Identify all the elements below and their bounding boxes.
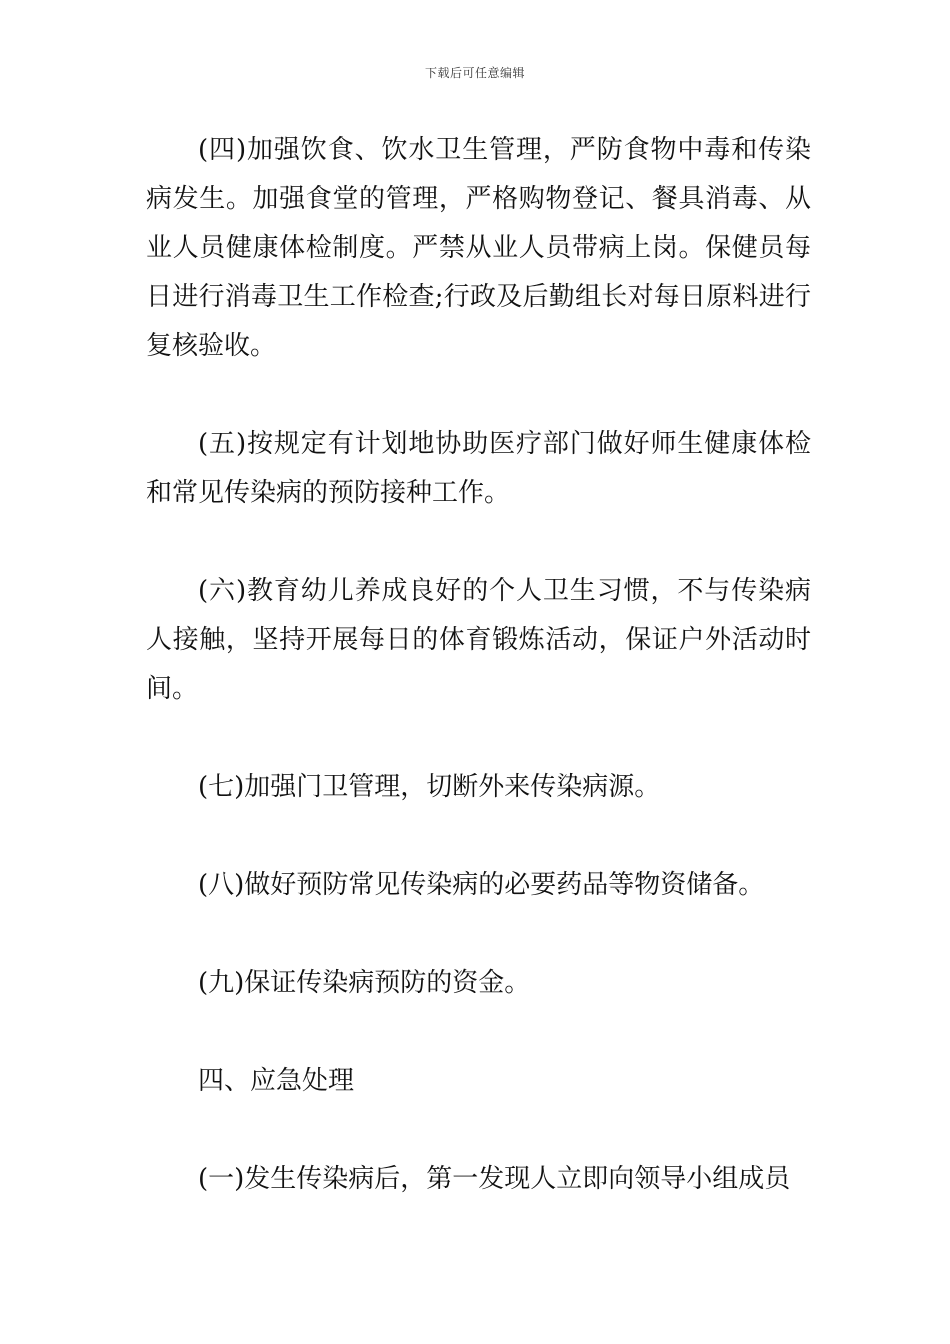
paragraph-spacer	[146, 1106, 811, 1155]
paragraph-spacer	[146, 518, 811, 567]
paragraph-spacer	[146, 714, 811, 763]
paragraph-spacer	[146, 910, 811, 959]
paragraph-4-food-hygiene: (四)加强饮食、饮水卫生管理，严防食物中毒和传染病发生。加强食堂的管理，严格购物登记、餐具消毒、从业人员健康体检制度。严禁从业人员带病上岗。保健员每日进行消毒卫生工作检查;行政及后勤组长对每日原料进行复核验收。	[146, 135, 811, 361]
paragraph-9-funding: (九)保证传染病预防的资金。	[198, 968, 531, 998]
paragraph-5-health-checks: (五)按规定有计划地协助医疗部门做好师生健康体检和常见传染病的预防接种工作。	[146, 429, 811, 508]
paragraph-1-first-report: (一)发生传染病后，第一发现人立即向领导小组成员	[198, 1164, 791, 1194]
paragraph-spacer	[146, 1008, 811, 1057]
page-header-note: 下载后可任意编辑	[424, 66, 525, 80]
paragraph-spacer	[146, 812, 811, 861]
paragraph-8-medicine-reserve: (八)做好预防常见传染病的必要药品等物资储备。	[198, 870, 765, 900]
paragraph-6-child-hygiene: (六)教育幼儿养成良好的个人卫生习惯，不与传染病人接触，坚持开展每日的体育锻炼活动，保证户外活动时间。	[146, 576, 811, 704]
section-heading-emergency: 四、应急处理	[198, 1066, 355, 1096]
paragraph-7-gate-management: (七)加强门卫管理，切断外来传染病源。	[198, 772, 661, 802]
paragraph-spacer	[146, 371, 811, 420]
document-body	[146, 126, 811, 1204]
